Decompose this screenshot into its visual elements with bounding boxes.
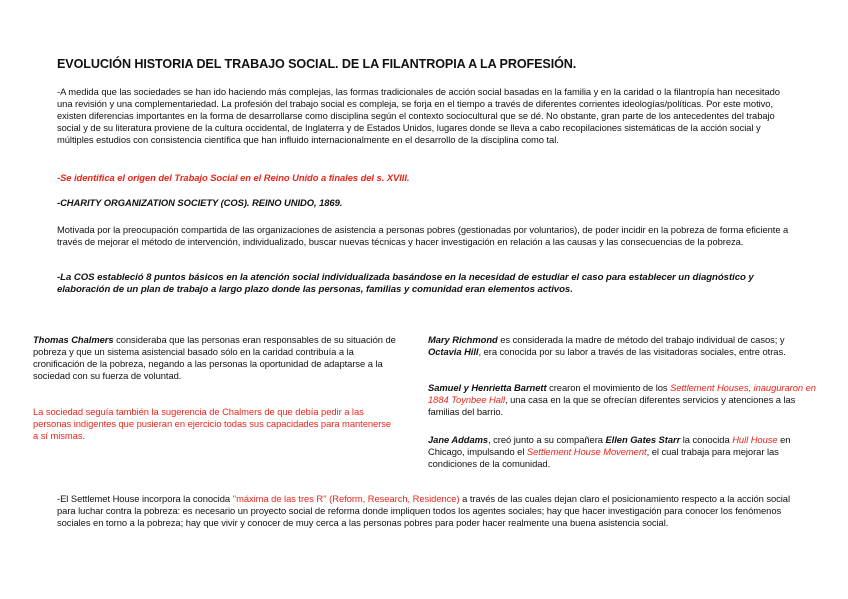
richmond-paragraph: [428, 334, 820, 358]
richmond-name: Mary Richmond: [428, 334, 498, 345]
addams-text-4: , el cual trabaja para mejorar las condiciones de la comunidad.: [428, 445, 779, 469]
addams-name: Jane Addams: [428, 434, 489, 445]
cos-points-statement: -La COS estableció 8 puntos básicos en la atención social individualizada basándose en la necesidad de estudiar el caso para establecer un diagnóstico y elaboración de un plan de trabajo a largo plazo donde las personas, familias y comunidad eran elementos activos.: [57, 272, 754, 296]
barnett-name: Samuel y Henrietta Barnett: [428, 382, 547, 393]
settlement-houses-highlight: Settlement Houses, inauguraron en 1884 Toynbee Hall: [428, 382, 816, 405]
addams-paragraph: [428, 434, 820, 470]
settlement-movement-highlight: Settlement House Movement: [526, 445, 647, 457]
settlement-paragraph: [57, 493, 791, 529]
chalmers-suggestion: La sociedad seguía también la sugerencia de Chalmers de que debía pedir a las personas indigentes que pusieran en ejercicio todas sus capacidades para mantenerse a sí mismas.: [33, 406, 392, 441]
addams-text-2: la conocida: [680, 434, 733, 445]
origin-statement: -Se identifica el origen del Trabajo Social en el Reino Unido a finales del s. XVIII.: [57, 172, 410, 183]
barnett-text-2: , una casa en la que se ofrecían diferentes servicios y atenciones a las familias del barrio.: [428, 393, 796, 417]
addams-text-1: , creó junto a su compañera: [488, 434, 606, 445]
addams-text-3: en Chicago, impulsando el: [428, 434, 791, 457]
barnett-paragraph: [428, 382, 820, 418]
starr-name: Ellen Gates Starr: [605, 434, 681, 445]
intro-paragraph: -A medida que las sociedades se han ido haciendo más complejas, las formas tradicionales de acción social basadas en la familia y en la caridad o la filantropía han necesitado una revisión y una complementariedad. La profesión del trabajo social es compleja, se forja en el tiempo a través de diferentes corrientes ideologías/políticas. Por este motivo, existen diferencias importantes en la forma de desarrollarse como disciplina según el contexto sociocultural que se dé. No obstante, gran parte de los antecedentes del trabajo social y de su literatura proviene de la cultura occidental, de Inglaterra y de Estados Unidos, lugares donde se lleva a cabo recopilaciones sistemáticas de la acción social y múltiples estudios con consistencia científica que han influido internacionalmente en el desarrollo de la disciplina como tal.: [57, 86, 780, 145]
settlement-text-1: -El Settlemet House incorpora la conocida: [57, 493, 233, 504]
document-title: EVOLUCIÓN HISTORIA DEL TRABAJO SOCIAL. DE LA FILANTROPIA A LA PROFESIÓN.: [57, 57, 577, 71]
barnett-text-1: crearon el movimiento de los: [546, 382, 671, 393]
hill-name: Octavia Hill: [428, 345, 479, 357]
settlement-text-2: a través de las cuales dejan claro el posicionamiento respecto a la acción social para luchar contra la pobreza: es necesario un proyecto social de reforma donde impliquen todos los agentes sociales; hay que hacer investigación para conocer los fenómenos sociales en torno a la pobreza; hay que vivir y conocer de muy cerca a las personas pobres para poder hacer realmente una buena asistencia social.: [57, 493, 791, 528]
chalmers-name: Thomas Chalmers: [33, 334, 114, 345]
chalmers-text: consideraba que las personas eran responsables de su situación de pobreza y que un sistema asistencial basado sólo en la caridad contribuía a la cronificación de la pobreza, negando a las personas la oportunidad de adaptarse a la sociedad con su fuerza de voluntad.: [33, 334, 396, 381]
cos-description: Motivada por la preocupación compartida de las organizaciones de asistencia a personas pobres (gestionadas por voluntarios), de poder incidir en la pobreza de forma eficiente a través de mejorar el método de intervención, individualizado, buscar nuevas técnicas y hacer investigación en relación a las causas y las consecuencias de la pobreza.: [57, 224, 789, 247]
three-r-highlight: ''máxima de las tres R'' (Reform, Research, Residence): [232, 493, 460, 504]
richmond-text-1: es considerada la madre de método del trabajo individual de casos; y: [497, 334, 785, 345]
richmond-text-2: , era conocida por su labor a través de las visitadoras sociales, entre otras.: [478, 345, 786, 357]
chalmers-paragraph: [33, 334, 396, 382]
cos-heading: -CHARITY ORGANIZATION SOCIETY (COS). REINO UNIDO, 1869.: [57, 197, 343, 208]
hull-house-highlight: Hull House: [732, 434, 778, 445]
